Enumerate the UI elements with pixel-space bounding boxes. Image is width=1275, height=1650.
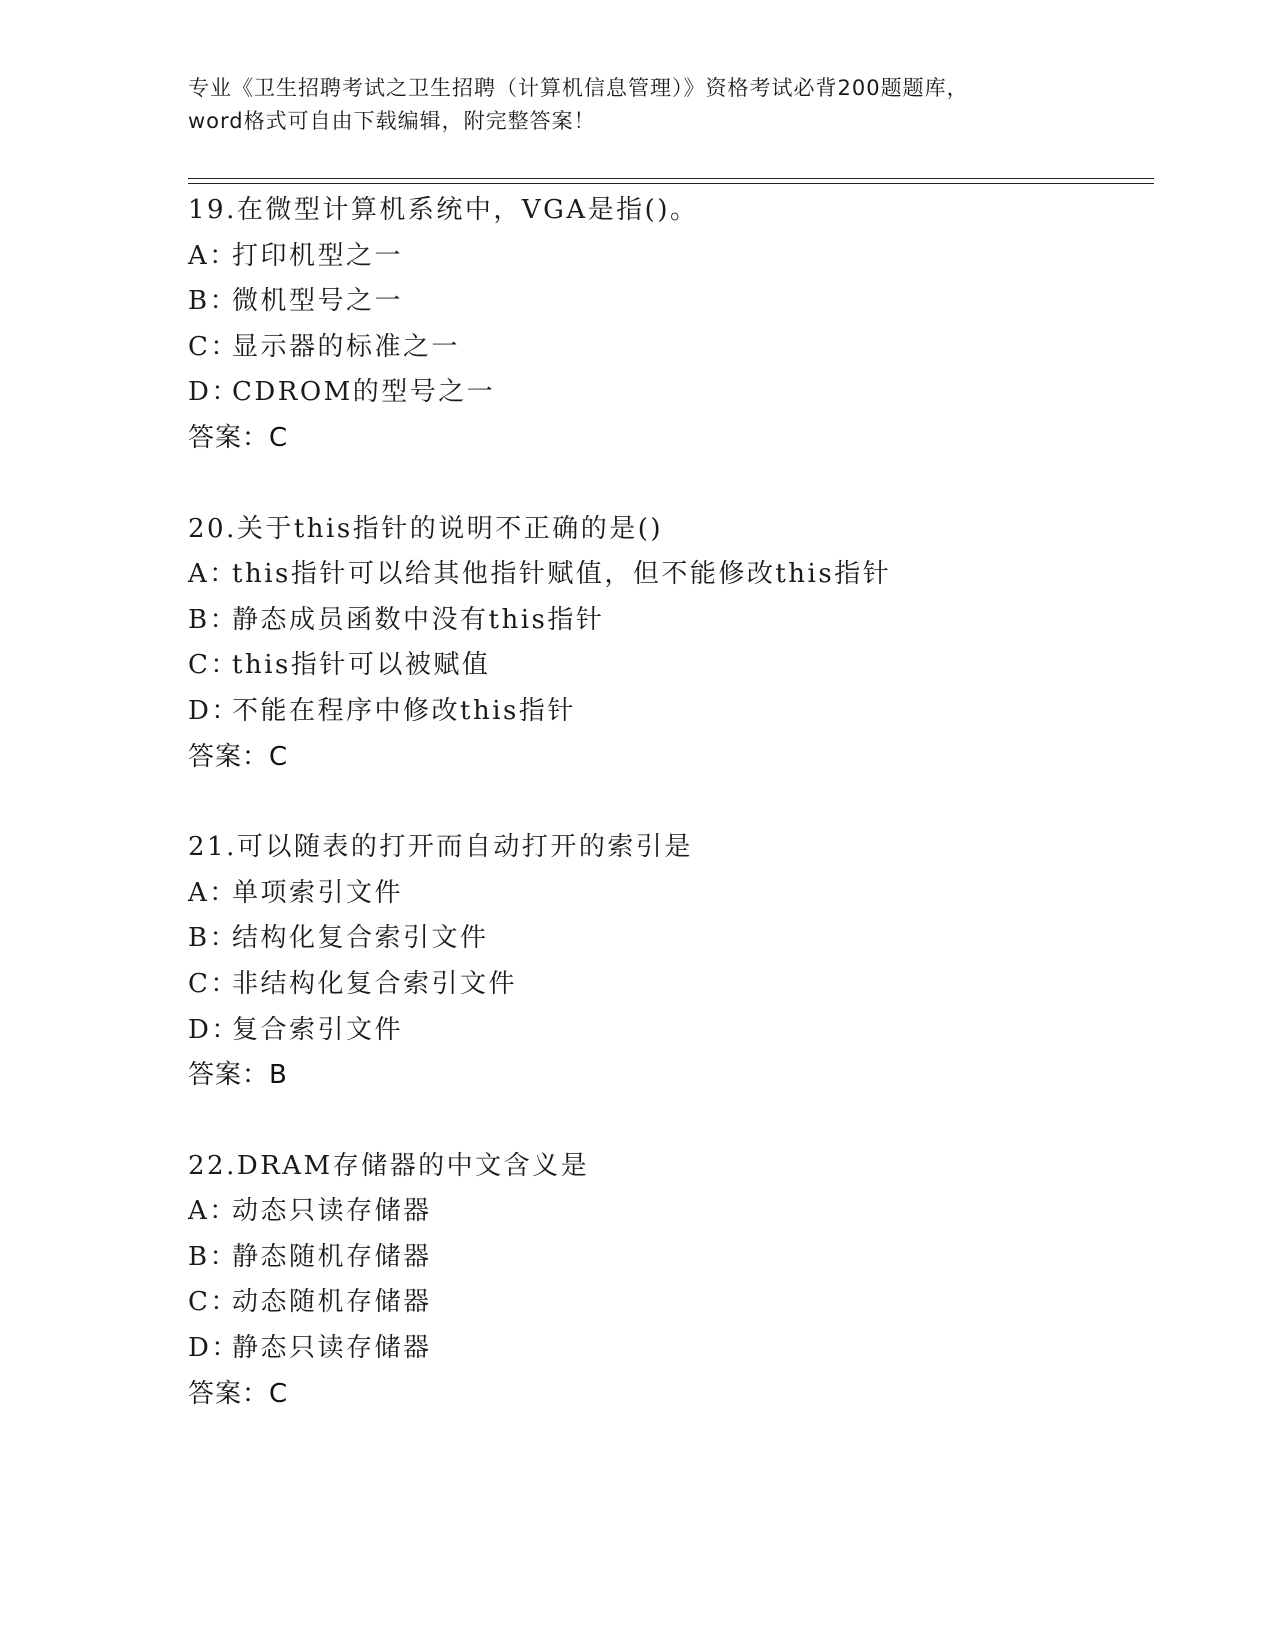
option-label: C： [188,650,239,681]
answer-label: 答案： [188,422,270,453]
answer-value: C [269,1378,288,1409]
option-c [188,643,1148,689]
question-stem: 20.关于this指针的说明不正确的是() [188,513,663,544]
option-b [188,1235,1148,1281]
option-text: 微机型号之一 [232,286,404,317]
option-text: CDROM的型号之一 [232,377,496,408]
option-label: B： [188,286,239,317]
answer [188,735,1148,781]
option-b [188,279,1148,325]
option-text: 结构化复合索引文件 [232,923,489,954]
option-text: 静态只读存储器 [232,1333,432,1364]
option-text: 静态随机存储器 [232,1241,432,1272]
option-d [188,370,1148,416]
option-d [188,1008,1148,1054]
option-text: 打印机型之一 [232,240,404,271]
option-label: C： [188,968,239,999]
option-d [188,1326,1148,1372]
answer-value: C [269,422,288,453]
header-divider-top [188,178,1154,179]
answer-label: 答案： [188,1378,270,1409]
question-21 [188,825,1148,1099]
option-text: 动态只读存储器 [232,1196,432,1227]
option-label: D： [188,1014,240,1045]
answer-value: C [269,741,288,772]
question-22 [188,1144,1148,1418]
header-divider-bottom [188,183,1154,184]
answer-label: 答案： [188,741,270,772]
option-label: A： [188,1196,238,1227]
option-a [188,552,1148,598]
answer [188,416,1148,462]
option-text: 复合索引文件 [232,1014,404,1045]
option-text: 静态成员函数中没有this指针 [232,604,605,635]
option-text: 非结构化复合索引文件 [232,968,518,999]
option-b [188,916,1148,962]
option-b [188,598,1148,644]
question-list [188,188,1148,1462]
question-stem: 22.DRAM存储器的中文含义是 [188,1150,590,1181]
question-20 [188,507,1148,781]
answer-value: B [269,1060,287,1091]
option-c [188,1280,1148,1326]
option-text: 动态随机存储器 [232,1287,432,1318]
option-text: 单项索引文件 [232,877,404,908]
question-19 [188,188,1148,462]
header-line-1: 专业《卫生招聘考试之卫生招聘（计算机信息管理）》资格考试必背200题题库， [188,76,969,100]
option-label: B： [188,1241,239,1272]
option-text: 不能在程序中修改this指针 [232,695,576,726]
option-a [188,1189,1148,1235]
option-label: A： [188,559,238,590]
question-stem: 21.可以随表的打开而自动打开的索引是 [188,832,693,863]
option-c [188,325,1148,371]
question-stem: 19.在微型计算机系统中，VGA是指()。 [188,195,699,225]
answer [188,1372,1148,1418]
option-a [188,871,1148,917]
option-label: C： [188,331,239,362]
answer [188,1053,1148,1099]
option-label: C： [188,1287,239,1318]
option-label: A： [188,877,238,908]
option-label: B： [188,923,239,954]
option-label: B： [188,604,239,635]
option-label: D： [188,377,240,408]
option-a [188,234,1148,280]
option-label: A： [188,240,238,271]
option-label: D： [188,695,240,726]
option-label: D： [188,1333,240,1364]
option-text: this指针可以给其他指针赋值，但不能修改this指针 [232,559,892,590]
document-header [188,72,1088,138]
option-c [188,962,1148,1008]
option-text: this指针可以被赋值 [232,650,491,681]
option-d [188,689,1148,735]
header-line-2: word格式可自由下载编辑，附完整答案！ [188,109,596,133]
answer-label: 答案： [188,1060,270,1091]
option-text: 显示器的标准之一 [232,331,461,362]
